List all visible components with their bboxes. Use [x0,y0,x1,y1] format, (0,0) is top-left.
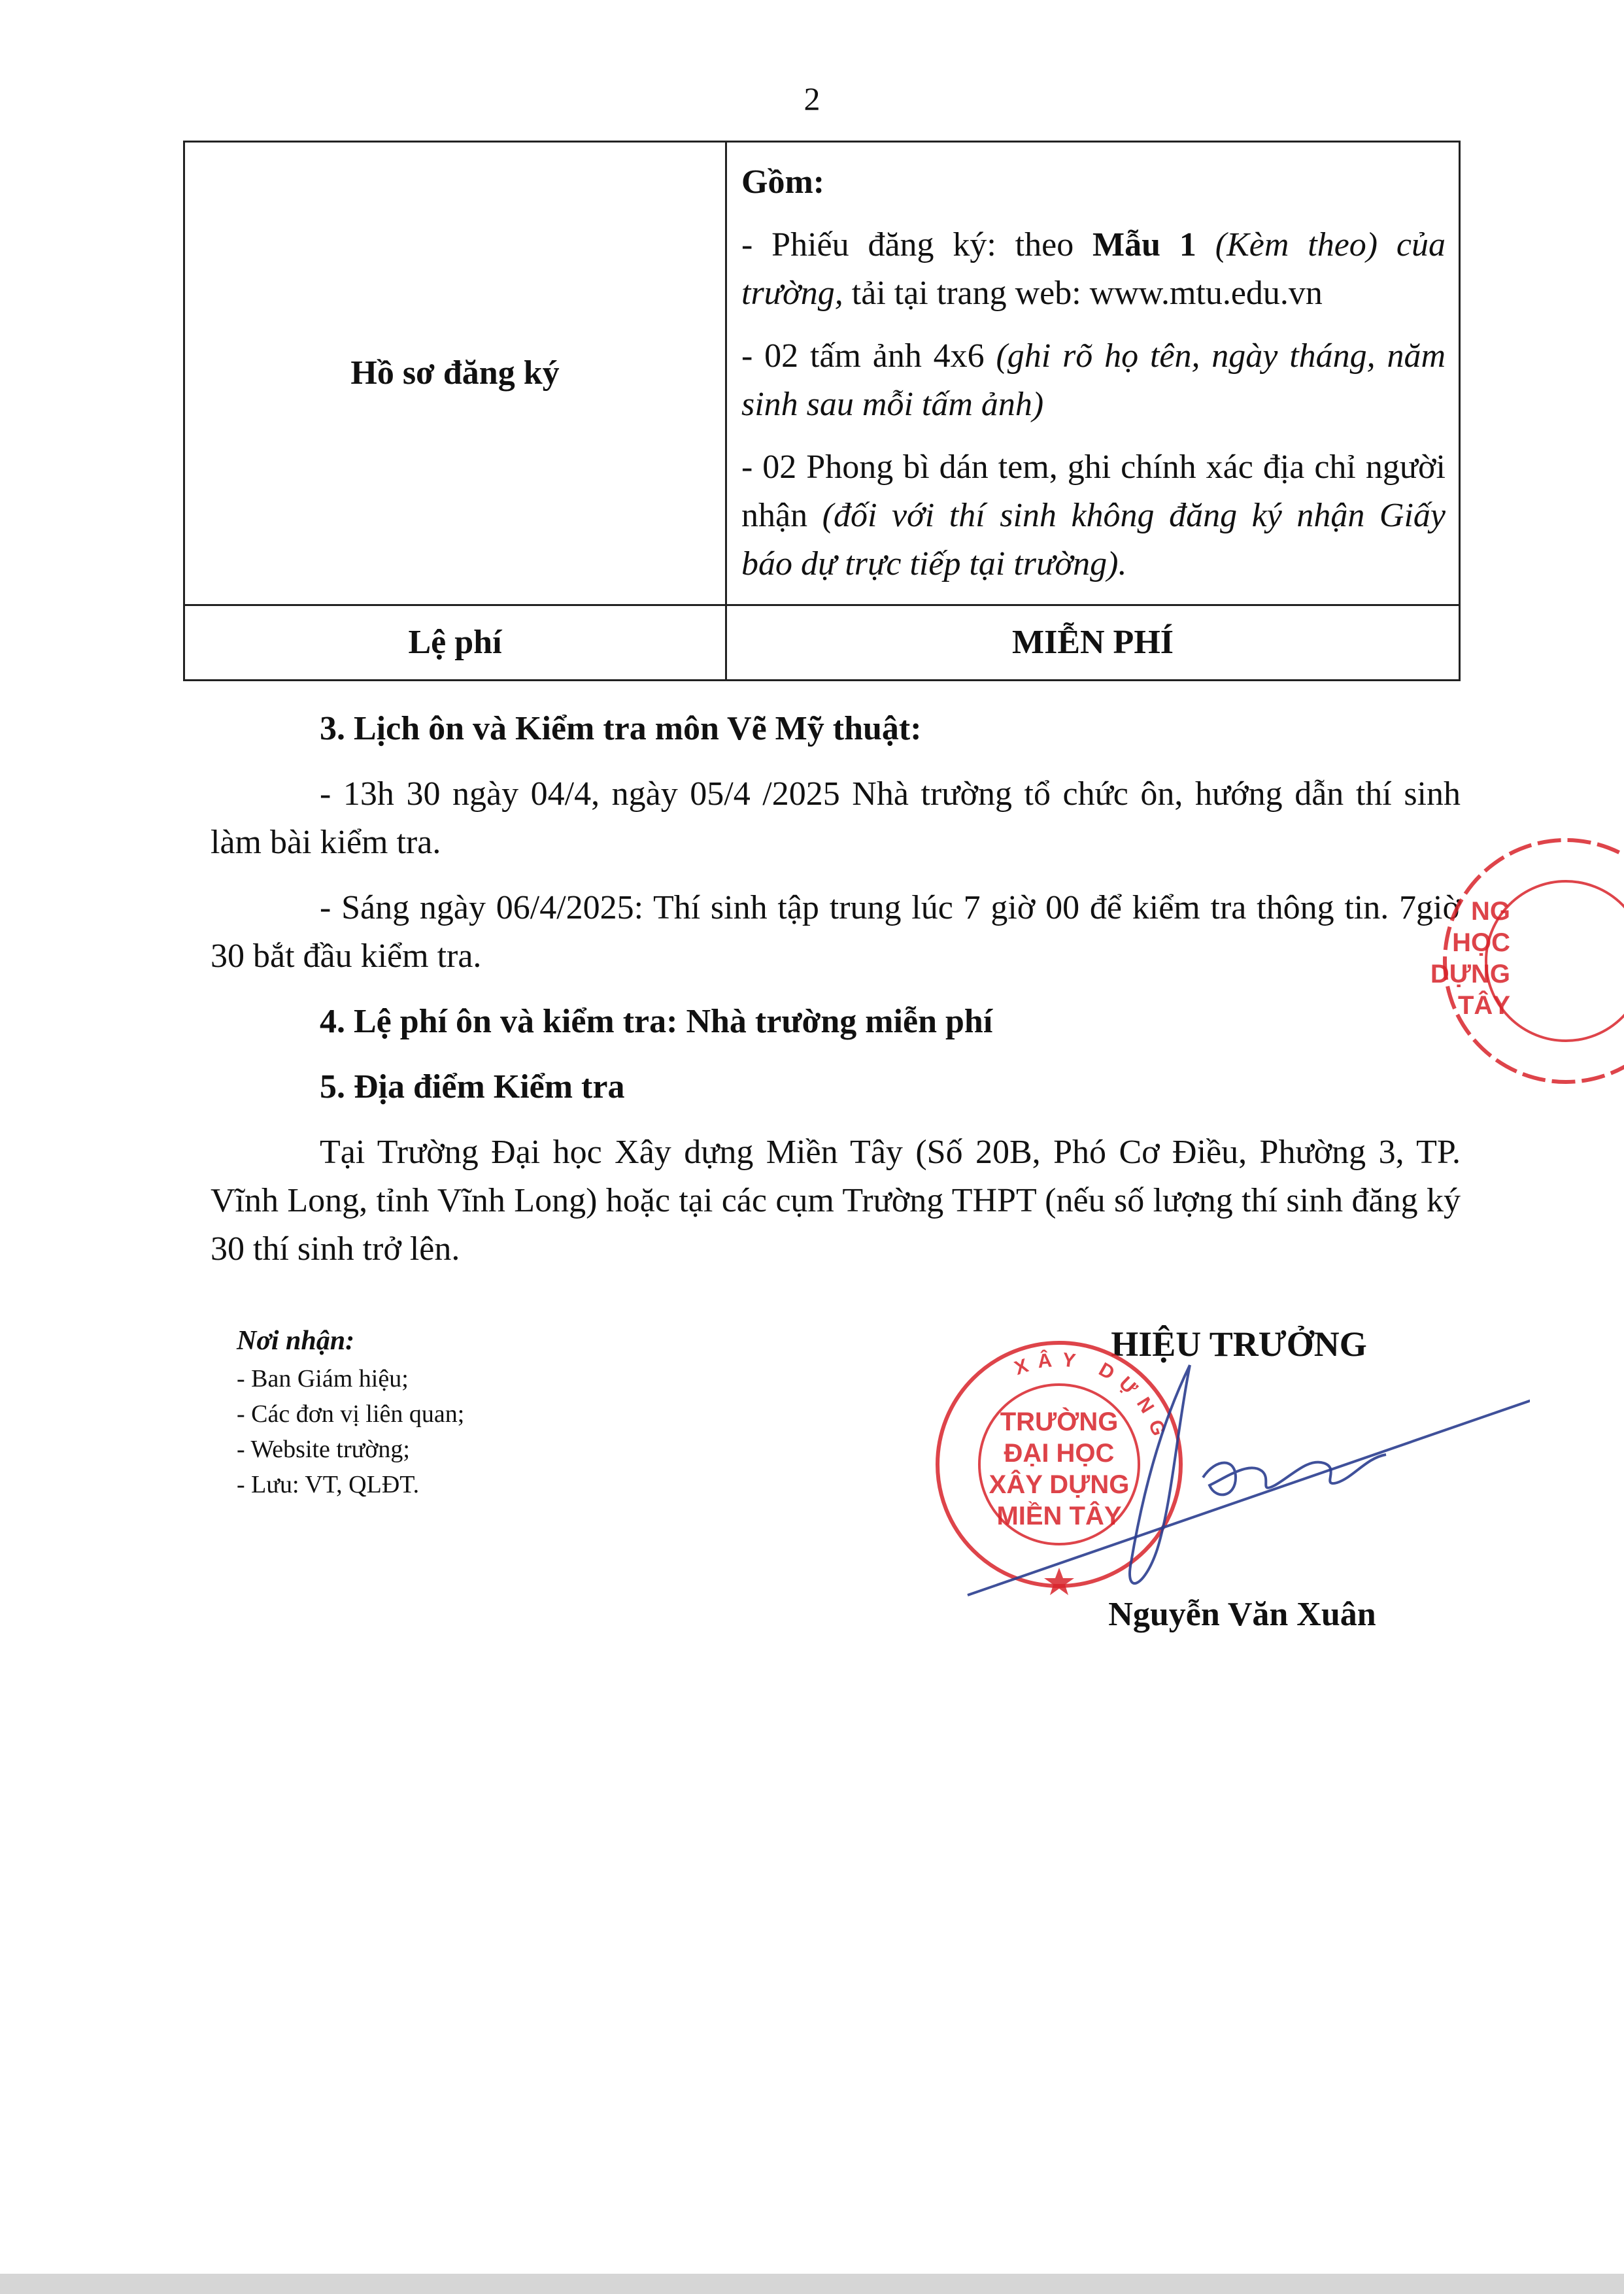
recipient-item: - Lưu: VT, QLĐT. [237,1471,420,1498]
seal-line: XÂY DỰNG [989,1470,1130,1499]
item-note: (đối với thí sinh không đăng ký nhận Giấy báo dự trực tiếp tại trường). [741,497,1446,582]
recipient-item: - Các đơn vị liên quan; [237,1400,465,1428]
form-name: Mẫu 1 [1092,226,1196,263]
item-note: (Kèm theo) của trường, [741,226,1446,312]
registration-table [183,141,1461,681]
section-3-heading: 3. Lịch ôn và Kiểm tra môn Vẽ Mỹ thuật: [320,710,922,747]
fee-label: Lệ phí [184,605,726,681]
seal-line: MIỀN TÂY [996,1502,1122,1530]
registration-content [726,142,1460,605]
recipient-item: - Website trường; [237,1436,410,1463]
signature-icon [928,1314,1530,1641]
registration-intro: Gồm: [741,163,825,201]
page-number: 2 [804,80,820,117]
partial-seal-line: TÂY [1458,991,1510,1020]
item-text: - Phiếu đăng ký: theo [741,226,1093,263]
section-5-heading: 5. Địa điểm Kiểm tra [320,1068,625,1105]
table-row [184,142,1460,605]
section-5-paragraph: Tại Trường Đại học Xây dựng Miền Tây (Số 20B, Phó Cơ Điều, Phường 3, TP. Vĩnh Long, tỉnh Vĩnh Long) hoặc tại các cụm Trường THPT (nếu số lượng thí sinh đăng ký 30 thí sinh trở lên. [211,1134,1461,1268]
scan-bottom-edge [0,2274,1624,2294]
seal-ring-text: XÂY DỰNG [1011,1349,1173,1447]
registration-item-envelopes [741,443,1446,588]
partial-seal-line: HỌC [1452,928,1510,957]
signer-title: HIỆU TRƯỞNG [1111,1324,1367,1364]
partial-seal-icon [1425,820,1624,1102]
recipients-block [237,1323,760,1502]
partial-seal-line: DỰNG [1430,960,1510,988]
recipients-title: Nơi nhận: [237,1326,355,1356]
section-3-paragraph-2: - Sáng ngày 06/4/2025: Thí sinh tập trung lúc 7 giờ 00 để kiểm tra thông tin. 7giờ 30 bắt đầu kiểm tra. [211,889,1461,975]
section-3-paragraph-1: - 13h 30 ngày 04/4, ngày 05/4 /2025 Nhà trường tổ chức ôn, hướng dẫn thí sinh làm bài kiểm tra. [211,775,1461,861]
item-text: - 02 tấm ảnh 4x6 [741,337,996,375]
seal-line: TRƯỜNG [1000,1408,1119,1436]
item-text: - 02 Phong bì dán tem, ghi chính xác địa chỉ người nhận [741,448,1446,534]
partial-seal-line: NG [1471,897,1510,926]
seal-line: ĐẠI HỌC [1004,1439,1115,1468]
registration-item-form [741,221,1446,318]
signer-name: Nguyễn Văn Xuân [1108,1596,1376,1633]
section-4-heading: 4. Lệ phí ôn và kiểm tra: Nhà trường miễn phí [320,1003,993,1040]
fee-value: MIỄN PHÍ [726,605,1460,681]
document-body [211,705,1461,1290]
item-text: tải tại trang web: www.mtu.edu.vn [843,275,1323,312]
registration-label: Hồ sơ đăng ký [184,142,726,605]
table-row [184,605,1460,681]
item-note: (ghi rõ họ tên, ngày tháng, năm sinh sau mỗi tấm ảnh) [741,337,1446,423]
registration-item-photos [741,332,1446,429]
signature-block [928,1314,1530,1641]
recipient-item: - Ban Giám hiệu; [237,1365,409,1392]
